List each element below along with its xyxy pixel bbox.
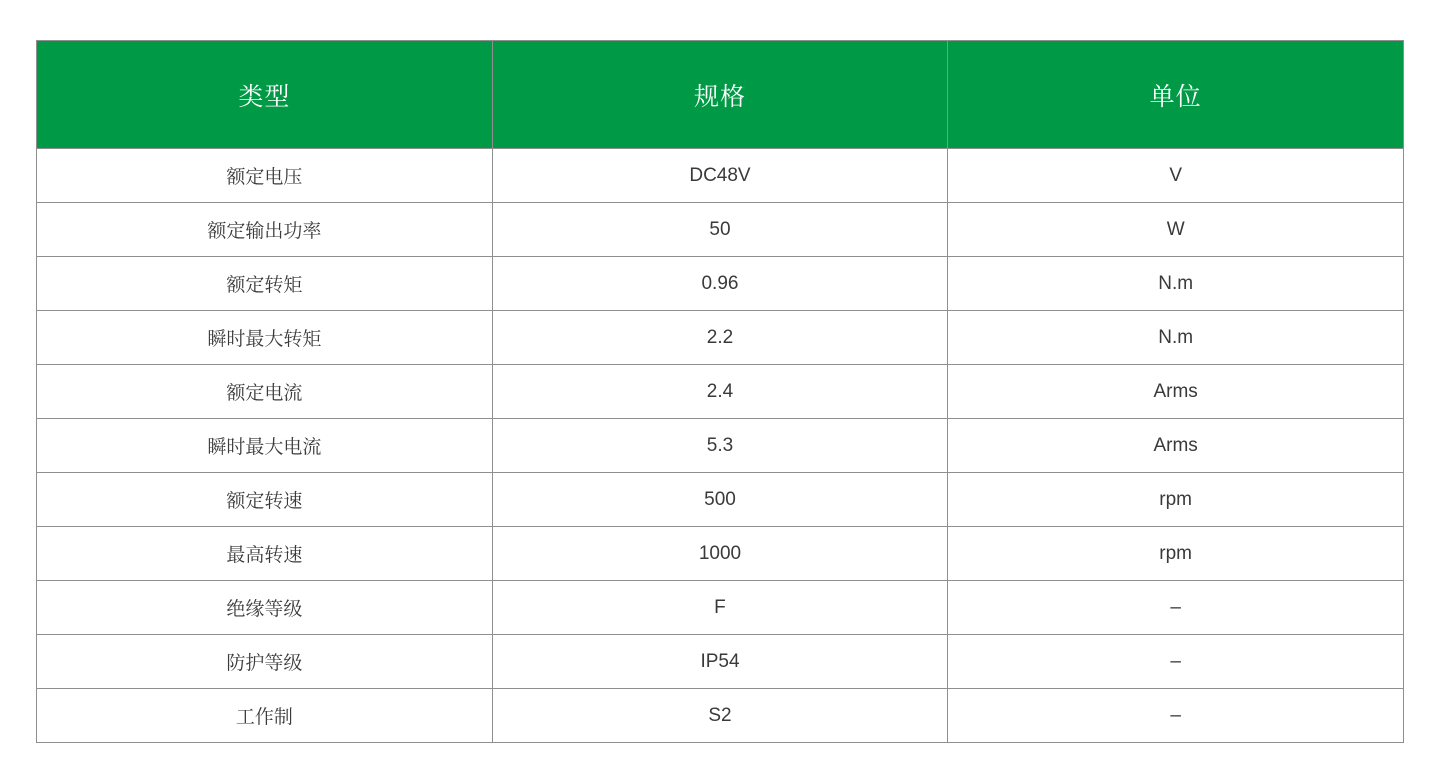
row-spec-cell: 2.2 <box>492 311 948 365</box>
spec-table-body <box>37 149 1404 743</box>
row-type-cell: 额定输出功率 <box>37 203 493 257</box>
table-row <box>37 365 1404 419</box>
row-type-cell: 绝缘等级 <box>37 581 493 635</box>
table-row <box>37 149 1404 203</box>
row-type-cell: 瞬时最大转矩 <box>37 311 493 365</box>
row-type-cell: 额定电流 <box>37 365 493 419</box>
row-type-cell: 额定转速 <box>37 473 493 527</box>
row-unit-cell: V <box>948 149 1404 203</box>
row-spec-cell: 50 <box>492 203 948 257</box>
table-row <box>37 203 1404 257</box>
row-type-cell: 额定转矩 <box>37 257 493 311</box>
row-type-cell: 防护等级 <box>37 635 493 689</box>
row-type-cell: 瞬时最大电流 <box>37 419 493 473</box>
row-spec-cell: DC48V <box>492 149 948 203</box>
spec-table <box>36 40 1404 743</box>
row-unit-cell: rpm <box>948 473 1404 527</box>
row-unit-cell: Arms <box>948 365 1404 419</box>
table-row <box>37 473 1404 527</box>
row-unit-cell: – <box>948 581 1404 635</box>
row-spec-cell: F <box>492 581 948 635</box>
row-spec-cell: 5.3 <box>492 419 948 473</box>
row-spec-cell: 1000 <box>492 527 948 581</box>
row-unit-cell: N.m <box>948 257 1404 311</box>
row-unit-cell: Arms <box>948 419 1404 473</box>
table-row <box>37 527 1404 581</box>
row-unit-cell: N.m <box>948 311 1404 365</box>
row-type-cell: 额定电压 <box>37 149 493 203</box>
row-spec-cell: 500 <box>492 473 948 527</box>
row-unit-cell: – <box>948 689 1404 743</box>
row-unit-cell: rpm <box>948 527 1404 581</box>
row-spec-cell: 2.4 <box>492 365 948 419</box>
table-row <box>37 689 1404 743</box>
row-unit-cell: W <box>948 203 1404 257</box>
header-cell-spec: 规格 <box>492 41 948 149</box>
table-row <box>37 311 1404 365</box>
header-cell-unit: 单位 <box>948 41 1404 149</box>
spec-table-header <box>37 41 1404 149</box>
row-unit-cell: – <box>948 635 1404 689</box>
row-spec-cell: IP54 <box>492 635 948 689</box>
table-row <box>37 581 1404 635</box>
header-cell-type: 类型 <box>37 41 493 149</box>
row-spec-cell: S2 <box>492 689 948 743</box>
table-row <box>37 635 1404 689</box>
table-row <box>37 257 1404 311</box>
motor-spec-table <box>36 40 1404 743</box>
row-type-cell: 工作制 <box>37 689 493 743</box>
row-spec-cell: 0.96 <box>492 257 948 311</box>
row-type-cell: 最高转速 <box>37 527 493 581</box>
table-row <box>37 419 1404 473</box>
header-row <box>37 41 1404 149</box>
